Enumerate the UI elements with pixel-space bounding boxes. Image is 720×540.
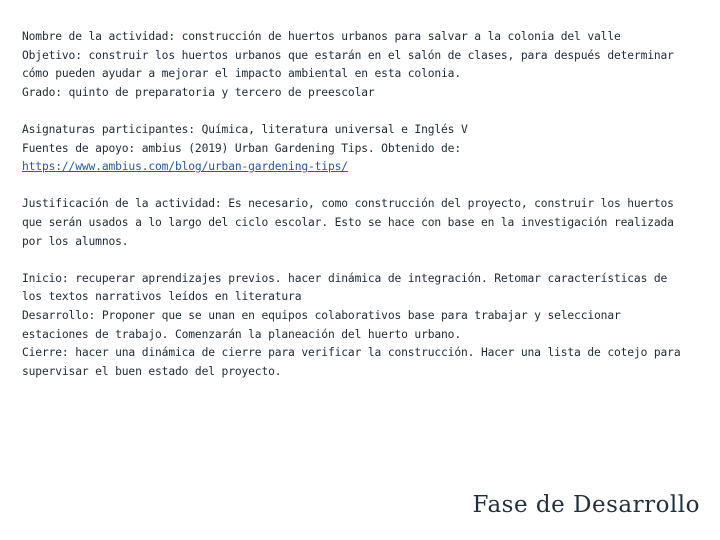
start-phase: Inicio: recuperar aprendizajes previos. hacer dinámica de integración. Retomar características de los textos narrativos leídos en literatura: [22, 271, 668, 304]
phase-title: Fase de Desarrollo: [472, 492, 700, 518]
sources-label: Fuentes de apoyo: ambius (2019) Urban Gardening Tips. Obtenido de:: [22, 141, 461, 155]
subjects: Asignaturas participantes: Química, literatura universal e Inglés V: [22, 122, 468, 136]
justification: Justificación de la actividad: Es necesario, como construcción del proyecto, construir los huertos que serán usados a lo largo del ciclo escolar. Esto se hace con base en la investigación realizada por los alumnos.: [22, 197, 674, 248]
activity-plan-text: [22, 28, 686, 381]
grade: Grado: quinto de preparatoria y tercero de preescolar: [22, 85, 375, 99]
objective: Objetivo: construir los huertos urbanos que estarán en el salón de clases, para después determinar cómo pueden ayudar a mejorar el impacto ambiental en esta colonia.: [22, 48, 674, 81]
spacer: [22, 177, 686, 196]
sources: [22, 140, 686, 177]
sources-link[interactable]: https://www.ambius.com/blog/urban-gardening-tips/: [22, 160, 348, 174]
closing-phase: Cierre: hacer una dinámica de cierre para verificar la construcción. Hacer una lista de cotejo para supervisar el buen estado del proyecto.: [22, 346, 681, 378]
spacer: [22, 102, 686, 121]
development-phase: Desarrollo: Proponer que se unan en equipos colaborativos base para trabajar y seleccionar estaciones de trabajo. Comenzarán la planeación del huerto urbano.: [22, 308, 621, 341]
spacer: [22, 251, 686, 270]
activity-name: Nombre de la actividad: construcción de huertos urbanos para salvar a la colonia del valle: [22, 30, 621, 43]
